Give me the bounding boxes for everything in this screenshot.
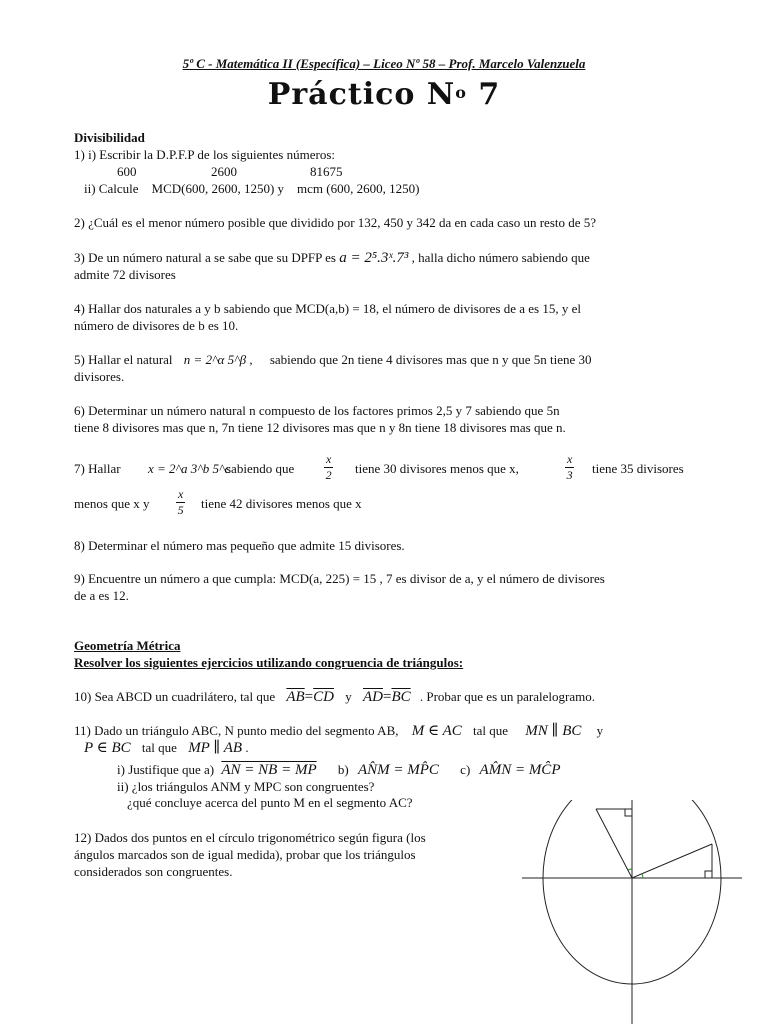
fraction-x-over-2 [324, 452, 333, 483]
exercise-11-part-i [117, 762, 560, 778]
exercise-10 [74, 689, 595, 705]
part-i-b-label: b) [337, 762, 349, 777]
exercise-1-line1: 1) i) Escribir la D.P.F.P de los siguientes números: [74, 147, 335, 162]
trigonometric-circle-figure [518, 800, 748, 1024]
fraction-numerator: x [178, 487, 184, 501]
conjunction-y: y [596, 723, 604, 738]
right-angle-mark-upper [625, 809, 632, 816]
fraction-denominator: 2 [325, 468, 332, 482]
title-main: Práctico N [267, 77, 456, 112]
tal-que-2: tal que [141, 740, 177, 755]
equals-sign: = [382, 689, 392, 705]
exercise-12-line2: ángulos marcados son de igual medida), probar que los triángulos [74, 847, 416, 862]
exercise-12-line3: considerados son congruentes. [74, 864, 233, 879]
part-i-c-label: c) [460, 762, 471, 777]
part-i-b-formula: AN̂M = MP̂C [357, 762, 439, 778]
exercise-5-formula: n = 2^α 5^β , [183, 352, 253, 367]
period: . [245, 740, 249, 755]
exercise-11-part-ii-line2: ¿qué concluye acerca del punto M en el segmento AC? [127, 795, 413, 810]
segment-ad: $\overline{AD}$ [362, 689, 383, 705]
section-geometria-subheading: Resolver los siguientes ejercicios utilizando congruencia de triángulos: [74, 655, 464, 670]
fraction-denominator: 3 [566, 468, 573, 482]
exercise-1-number-3: 81675 [310, 164, 343, 179]
exercise-11-part-ii-line1: ii) ¿los triángulos ANM y MPC son congruentes? [117, 779, 375, 794]
exercise-6-line1: 6) Determinar un número natural n compuesto de los factores primos 2,5 y 7 sabiendo que 5n [74, 403, 560, 418]
title-sup: o [455, 83, 467, 102]
exercise-6-line2: tiene 8 divisores mas que n, 7n tiene 12 divisores mas que n y 8n tiene 18 divisores mas que n. [74, 420, 566, 435]
exercise-11-pre: 11) Dado un triángulo ABC, N punto medio del segmento AB, [74, 723, 399, 738]
exercise-3-post: , halla dicho número sabiendo que [411, 250, 590, 265]
conjunction-y: y [345, 689, 352, 704]
section-geometria-heading: Geometría Métrica [74, 638, 181, 653]
section-divisibilidad-heading: Divisibilidad [74, 130, 145, 145]
p-in-bc: P ∈ BC [84, 740, 131, 756]
exercise-7-text3: tiene 35 divisores [592, 461, 684, 476]
segment-bc: $\overline{BC}$ [391, 689, 411, 705]
exercise-5-line1 [74, 352, 592, 368]
exercise-10-pre: 10) Sea ABCD un cuadrilátero, tal que [74, 689, 276, 704]
part-i-a-formula: AN = NB = MP [221, 762, 317, 778]
exercise-1-number-2: 2600 [211, 164, 237, 179]
angle-mark-upper [628, 869, 632, 870]
exercise-7-text4: menos que x y [74, 496, 150, 511]
exercise-1-line3: ii) Calcule MCD(600, 2600, 1250) y mcm (600, 2600, 1250) [84, 181, 420, 196]
fraction-numerator: x [567, 452, 573, 466]
exercise-12-line1: 12) Dados dos puntos en el círculo trigonométrico según figura (los [74, 830, 426, 845]
mp-parallel-ab: MP ∥ AB [188, 740, 243, 756]
segment-ab: $\overline{AB}$ [286, 689, 305, 705]
title-number: 7 [478, 77, 501, 112]
right-angle-mark-right [705, 871, 712, 878]
document-header: 5º C - Matemática II (Específica) – Liceo Nº 58 – Prof. Marcelo Valenzuela [182, 56, 586, 71]
equals-sign: = [304, 689, 314, 705]
radius-upper [596, 809, 632, 878]
exercise-3-line1 [74, 250, 590, 266]
fraction-denominator: 5 [177, 503, 184, 517]
mn-parallel-bc: MN ∥ BC [525, 723, 582, 739]
exercise-3-pre: 3) De un número natural a se sabe que su DPFP es [74, 250, 336, 265]
exercise-11-line2 [84, 740, 249, 756]
fraction-x-over-5 [176, 487, 185, 518]
exercise-3-line2: admite 72 divisores [74, 267, 176, 282]
exercise-7-formula: x = 2^a 3^b 5^c [148, 461, 231, 476]
exercise-5-line2: divisores. [74, 369, 125, 384]
fraction-x-over-3 [565, 452, 574, 483]
exercise-7-text2: tiene 30 divisores menos que x, [355, 461, 519, 476]
angle-mark-right [642, 874, 643, 878]
exercise-1-number-1: 600 [117, 164, 137, 179]
exercise-3-formula: a = 2⁵.3ˣ.7³ [339, 250, 409, 266]
part-i-pre: i) Justifique que a) [117, 762, 215, 777]
exercise-5-post: sabiendo que 2n tiene 4 divisores mas que n y que 5n tiene 30 [269, 352, 592, 367]
exercise-5-pre: 5) Hallar el natural [74, 352, 173, 367]
exercise-9-line2: de a es 12. [74, 588, 129, 603]
exercise-4-line1: 4) Hallar dos naturales a y b sabiendo que MCD(a,b) = 18, el número de divisores de a es 15, y el [74, 301, 581, 316]
segment-cd: $\overline{CD}$ [313, 689, 334, 705]
tal-que-1: tal que [473, 723, 509, 738]
exercise-11-line1 [74, 723, 603, 739]
part-i-c-formula: AM̂N = MĈP [479, 762, 561, 778]
exercise-4-line2: número de divisores de b es 10. [74, 318, 239, 333]
exercise-10-post: . Probar que es un paralelogramo. [419, 689, 595, 704]
radius-right [632, 844, 712, 878]
exercise-9-line1: 9) Encuentre un número a que cumpla: MCD(a, 225) = 15 , 7 es divisor de a, y el número de divisores [74, 571, 605, 586]
exercise-7-pre: 7) Hallar [74, 461, 121, 476]
fraction-numerator: x [326, 452, 332, 466]
page-title [0, 78, 768, 112]
exercise-7-text5: tiene 42 divisores menos que x [201, 496, 362, 511]
exercise-2: 2) ¿Cuál es el menor número posible que dividido por 132, 450 y 342 da en cada caso un resto de 5? [74, 215, 597, 230]
exercise-8: 8) Determinar el número mas pequeño que admite 15 divisores. [74, 538, 405, 553]
exercise-7-text1: sabiendo que [226, 461, 295, 476]
m-in-ac: M ∈ AC [411, 723, 462, 739]
